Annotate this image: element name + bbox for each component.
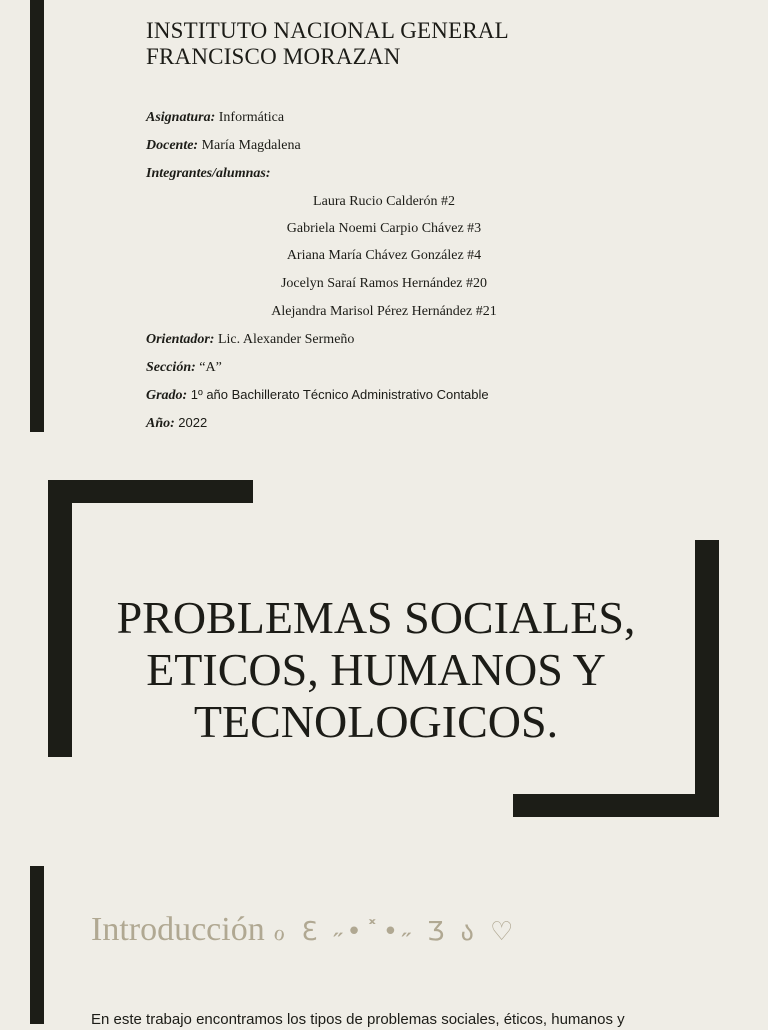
left-accent-bar: [30, 0, 44, 432]
institution-name: [146, 18, 509, 70]
bracket-bottom-right-horizontal: [513, 794, 719, 817]
bracket-bottom-right-vertical: [695, 540, 719, 817]
seccion-value: “A”: [199, 360, 222, 375]
bracket-top-left-horizontal: [48, 480, 253, 503]
docente-value: María Magdalena: [201, 138, 301, 153]
member-item: Jocelyn Saraí Ramos Hernández #20: [280, 276, 488, 291]
title-line-3: TECNOLOGICOS.: [193, 696, 559, 747]
orientador-line: [146, 331, 354, 349]
anio-label: Año:: [146, 416, 175, 431]
member-item: Laura Rucio Calderón #2: [313, 194, 455, 209]
orientador-label: Orientador:: [146, 332, 215, 347]
orientador-value: Lic. Alexander Sermeño: [217, 332, 355, 347]
asignatura-line: [146, 109, 284, 127]
intro-accent-bar: [30, 866, 44, 1024]
docente-label: Docente:: [146, 138, 199, 153]
institution-line-1: INSTITUTO NACIONAL GENERAL: [146, 18, 509, 43]
docente-line: [146, 137, 301, 155]
seccion-line: [146, 359, 222, 377]
asignatura-value: Informática: [218, 110, 285, 125]
member-item: Alejandra Marisol Pérez Hernández #21: [271, 304, 497, 319]
slide-title: [96, 592, 656, 748]
grado-label: Grado:: [146, 388, 188, 403]
intro-heading-text: Introducción: [91, 911, 265, 948]
integrantes-line: [146, 165, 270, 183]
institution-line-2: FRANCISCO MORAZAN: [146, 44, 401, 69]
grado-value: 1º año Bachillerato Técnico Administrativo Contable: [190, 387, 489, 402]
integrantes-label: Integrantes/alumnas:: [146, 166, 271, 181]
intro-heading: [91, 910, 517, 952]
anio-line: [146, 414, 207, 433]
grado-line: [146, 386, 489, 405]
anio-value: 2022: [178, 415, 208, 430]
intro-decoration: ℴ ℇ ˶•˟•˶ Ʒ ა ♡: [273, 917, 518, 947]
title-line-2: ETICOS, HUMANOS Y: [146, 644, 606, 695]
asignatura-label: Asignatura:: [146, 110, 216, 125]
member-item: Gabriela Noemi Carpio Chávez #3: [286, 221, 482, 236]
seccion-label: Sección:: [146, 360, 196, 375]
intro-paragraph: En este trabajo encontramos los tipos de problemas sociales, éticos, humanos y: [91, 1011, 625, 1028]
member-item: Ariana María Chávez González #4: [286, 248, 482, 263]
bracket-top-left-vertical: [48, 480, 72, 757]
title-line-1: PROBLEMAS SOCIALES,: [116, 592, 636, 643]
